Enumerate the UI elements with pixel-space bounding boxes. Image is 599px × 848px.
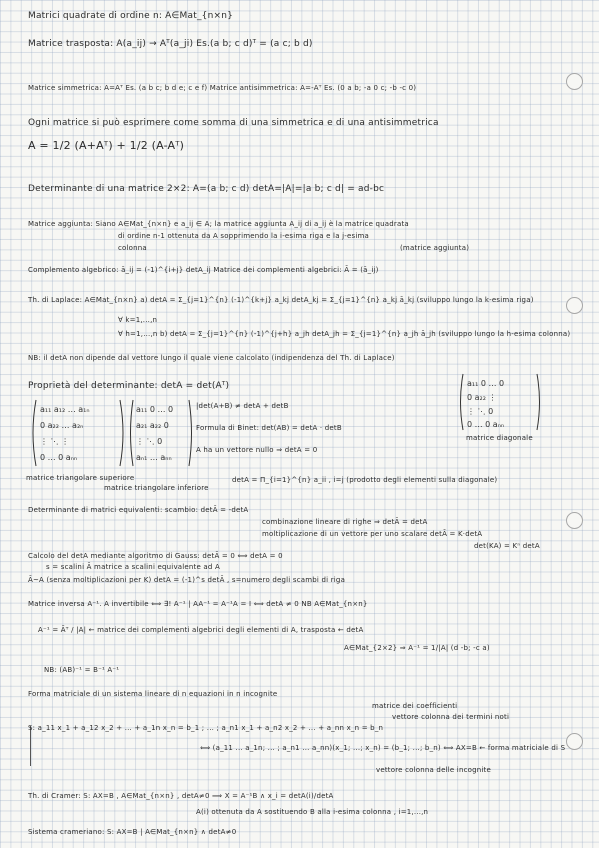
linear-system-equations: S: a_11 x_1 + a_12 x_2 + ... + a_1n x_n = b_1 ; ... ; a_n1 x_1 + a_n2 x_2 + ... + a_nn x_n = b_n	[28, 724, 384, 732]
det-kA: det(KA) = Kⁿ detA	[474, 542, 540, 550]
svg-text:0 … 0 aₙₙ: 0 … 0 aₙₙ	[40, 453, 78, 462]
laplace-forall-k: ∀ k=1,...,n	[118, 316, 158, 324]
inverse-formula: A⁻¹ = Āᵀ / |A| ← matrice dei complementi algebrici degli elementi di A, trasposta ← detA	[38, 626, 364, 634]
triangular-det: detA = Π_{i=1}^{n} a_ii , i=j (prodotto degli elementi sulla diagonale)	[232, 476, 498, 484]
cramer-system: Sistema crameriano: S: AX=B | A∈Mat_{n×n} ∧ detA≠0	[28, 828, 237, 836]
known-terms-label: vettore colonna dei termini noti	[392, 713, 510, 721]
laplace-nb: NB: il detA non dipende dal vettore lungo il quale viene calcolato (indipendenza del Th. di Laplace)	[28, 354, 395, 362]
binder-hole	[566, 512, 583, 529]
det-sum-property: |det(A+B) ≠ detA + detB	[196, 402, 289, 410]
inverse-product-nb: NB: (AB)⁻¹ = B⁻¹ A⁻¹	[44, 666, 120, 674]
binder-hole	[566, 73, 583, 90]
decomposition-text: Ogni matrice si può esprimere come somma di una simmetrica e di una antisimmetrica	[28, 118, 439, 128]
det-properties-title: Proprietà del determinante: detA = det(Aᵀ)	[28, 381, 230, 391]
gauss-line-2: Ã~A (senza moltiplicazioni per K) detA = (-1)^s detÃ , s=numero degli scambi di riga	[28, 576, 346, 584]
cofactor-line: Complemento algebrico: ā_ij = (-1)^{i+j} detA_ij Matrice dei complementi algebrici: Ā = (ā_ij)	[28, 266, 379, 274]
laplace-line-b: ∀ h=1,...,n b) detA = Σ_{j=1}^{n} (-1)^{j+h} a_jh detA_jh = Σ_{j=1}^{n} a_jh ā_jh (sviluppo lungo la h-esima colonna)	[118, 330, 571, 338]
transpose-line: Matrice trasposta: A(a_ij) → Aᵀ(a_ji) Es.(a b; c d)ᵀ = (a c; b d)	[28, 39, 313, 49]
adjoint-line-3: colonna	[118, 244, 147, 252]
gauss-note: s = scalini Ã matrice a scalini equivalente ad A	[46, 563, 220, 571]
svg-text:a₁₁ 0 … 0: a₁₁ 0 … 0	[136, 405, 174, 414]
lower-triangular-label: matrice triangolare inferiore	[104, 484, 209, 492]
adjoint-line-1: Matrice aggiunta: Siano A∈Mat_{n×n} e a_ij ∈ A; la matrice aggiunta A_ij di a_ij è la matrice quadrata	[28, 220, 409, 228]
equivalent-det-linear: combinazione lineare di righe ⇒ detÃ = detA	[262, 518, 428, 526]
gauss-line-1: Calcolo del detA mediante algoritmo di Gauss: detÃ = 0 ⟺ detA = 0	[28, 552, 283, 560]
diagonal-matrix	[458, 372, 542, 432]
heading-square-matrices: Matrici quadrate di ordine n: A∈Mat_{n×n}	[28, 11, 234, 21]
svg-text:a₁₁ 0 … 0: a₁₁ 0 … 0	[467, 379, 505, 388]
adjoint-line-2: di ordine n-1 ottenuta da A sopprimendo la i-esima riga e la j-esima	[118, 232, 369, 240]
linear-system-title: Forma matriciale di un sistema lineare di n equazioni in n incognite	[28, 690, 278, 698]
adjoint-note: (matrice aggiunta)	[400, 244, 470, 252]
cramer-theorem: Th. di Cramer: S: AX=B , A∈Mat_{n×n} , detA≠0 ⟹ X = A⁻¹B ∧ x_i = detA(i)/detA	[28, 792, 334, 800]
equivalent-det-scalar: moltiplicazione di un vettore per uno scalare detÃ = K·detA	[262, 530, 483, 538]
svg-text:0 a₂₂ ⋮: 0 a₂₂ ⋮	[467, 393, 497, 402]
svg-text:0 a₂₂ … a₂ₙ: 0 a₂₂ … a₂ₙ	[40, 421, 84, 430]
null-vector-property: A ha un vettore nullo ⇒ detA = 0	[196, 446, 318, 454]
unknowns-vector-label: vettore colonna delle incognite	[376, 766, 491, 774]
laplace-line-a: Th. di Laplace: A∈Mat_{n×n} a) detA = Σ_{j=1}^{n} (-1)^{k+j} a_kj detA_kj = Σ_{j=1}^{n} a_kj ā_kj (sviluppo lungo la k-esima riga)	[28, 296, 534, 304]
svg-text:⋮ ⋱ 0: ⋮ ⋱ 0	[467, 407, 494, 416]
upper-triangular-label: matrice triangolare superiore	[26, 474, 135, 482]
decomposition-formula: A = 1/2 (A+Aᵀ) + 1/2 (A-Aᵀ)	[28, 139, 185, 152]
svg-text:aₙ₁ … aₙₙ: aₙ₁ … aₙₙ	[136, 453, 172, 462]
det-2x2-line: Determinante di una matrice 2×2: A=(a b; c d) detA=|A|=|a b; c d| = ad-bc	[28, 184, 385, 194]
coefficient-matrix-label: matrice dei coefficienti	[372, 702, 458, 710]
binder-hole	[566, 297, 583, 314]
inverse-matrix-line: Matrice inversa A⁻¹. A invertibile ⟺ ∃! A⁻¹ | AA⁻¹ = A⁻¹A = I ⟺ detA ≠ 0 NB A∈Mat_{n×n}	[28, 600, 368, 608]
inverse-2x2: A∈Mat_{2×2} ⇒ A⁻¹ = 1/|A| (d -b; -c a)	[344, 644, 490, 652]
lower-triangular-matrix	[128, 398, 194, 468]
diagonal-matrix-label: matrice diagonale	[466, 434, 533, 442]
linear-system-matrix-form: ⟺ (a_11 ... a_1n; ... ; a_n1 ... a_nn)(x_1; ...; x_n) = (b_1; ...; b_n) ⟺ AX=B ← forma matriciale di S	[200, 744, 566, 752]
symmetric-line: Matrice simmetrica: A=Aᵀ Es. (a b c; b d e; c e f) Matrice antisimmetrica: A=-Aᵀ Es. (0 a b; -a 0 c; -b -c 0)	[28, 84, 417, 92]
cramer-note: A(i) ottenuta da A sostituendo B alla i-esima colonna , i=1,...,n	[196, 808, 429, 816]
binet-formula: Formula di Binet: det(AB) = detA · detB	[196, 424, 342, 432]
upper-triangular-matrix	[30, 398, 126, 468]
svg-text:0 … 0 aₙₙ: 0 … 0 aₙₙ	[467, 420, 505, 429]
binder-hole	[566, 733, 583, 750]
svg-text:a₂₁ a₂₂ 0: a₂₁ a₂₂ 0	[136, 421, 169, 430]
svg-text:⋮ ⋱ 0: ⋮ ⋱ 0	[136, 437, 163, 446]
svg-text:⋮ ⋱ ⋮: ⋮ ⋱ ⋮	[40, 437, 70, 446]
equivalent-det-swap: Determinante di matrici equivalenti: scambio: detÃ = -detA	[28, 506, 249, 514]
svg-text:a₁₁ a₁₂ … a₁ₙ: a₁₁ a₁₂ … a₁ₙ	[40, 405, 90, 414]
